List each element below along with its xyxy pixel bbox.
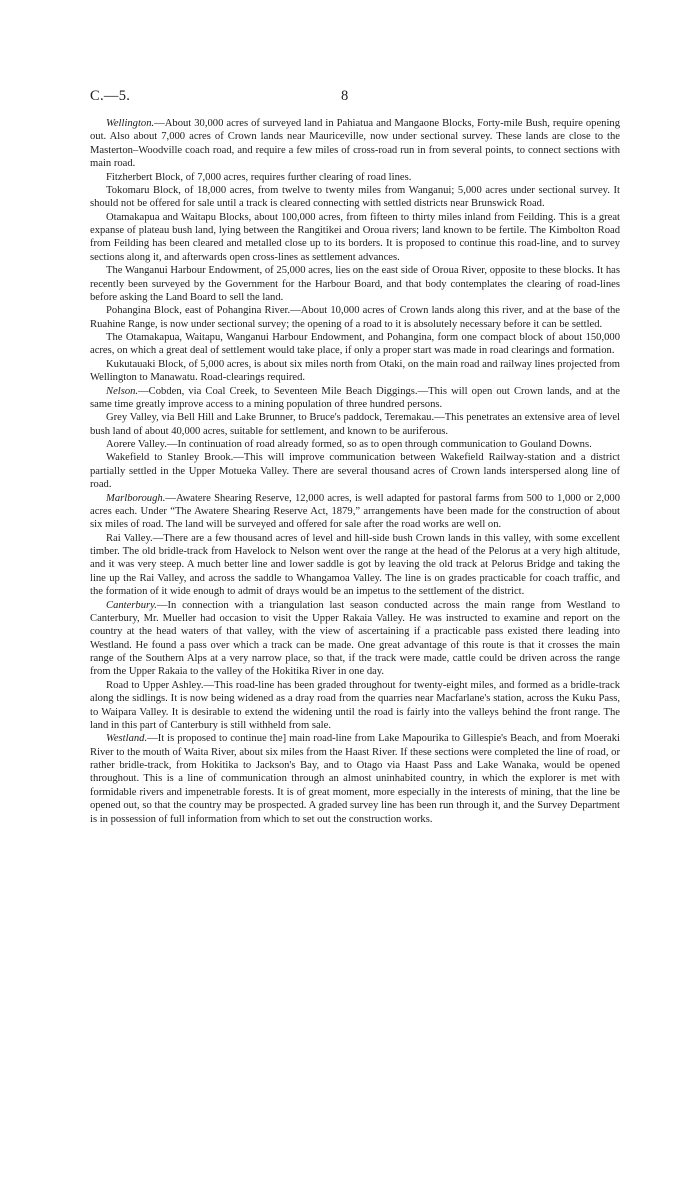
page-header xyxy=(90,88,610,108)
paragraph xyxy=(90,385,620,412)
paragraph-lead: Marlborough. xyxy=(106,492,166,504)
page-number: 8 xyxy=(341,88,349,104)
paragraph-text: Rai Valley.—There are a few thousand acres of level and hill-side bush Crown lands in this valley, with some excellent timber. The old bridle-track from Havelock to Nelson went over the range at the head of the Pelorus at a very high altitude, and it was very steep. A much better line and lower saddle is got by leaving the old track at Pelorus Bridge and taking the line up the Rai Valley, and across the saddle to Whangamoa Valley. The line is on grades practicable for coach traffic, and the formation of it wide enough to admit of drays would be an impetus to the settlement of the district. xyxy=(90,532,620,598)
paragraph-text: Aorere Valley.—In continuation of road already formed, so as to open through communication to Gouland Downs. xyxy=(106,439,592,450)
paragraph xyxy=(90,532,620,599)
paragraph xyxy=(90,492,620,532)
paragraph-text: The Otamakapua, Waitapu, Wanganui Harbour Endowment, and Pohangina, form one compact block of about 150,000 acres, on which a great deal of settlement would take place, if only a proper start was made in road clearings and formation. xyxy=(90,332,620,357)
paragraph-text: Kukutauaki Block, of 5,000 acres, is about six miles north from Otaki, on the main road and railway lines projected from Wellington to Manawatu. Road-clearings required. xyxy=(90,358,620,384)
paragraph xyxy=(90,679,620,733)
paragraph xyxy=(90,304,620,331)
paragraph xyxy=(90,117,620,171)
paragraph-text: —Cobden, via Coal Creek, to Seventeen Mile Beach Diggings.—This will open out Crown lands, and at the same time greatly improve access to a mining population of three hundred persons. xyxy=(90,385,620,410)
paragraph xyxy=(90,171,620,184)
paragraph xyxy=(90,358,620,385)
document-body xyxy=(90,117,620,826)
paragraph xyxy=(90,184,620,211)
paragraph-text: Otamakapua and Waitapu Blocks, about 100,000 acres, from fifteen to thirty miles inland from Feilding. This is a great expanse of plateau bush land, lying between the Rangitikei and Oroua rivers; land known to be fertile. The Kimbolton Road from Feilding has been cleared and metalled close up to its borders. It is proposed to continue this road-line, and to survey sections along it, and afterwards open cross-lines as settlement advances. xyxy=(90,211,620,263)
paragraph-text: The Wanganui Harbour Endowment, of 25,000 acres, lies on the east side of Oroua River, opposite to these blocks. It has recently been surveyed by the Government for the Harbour Board, and that body contemplates the clearing of road-lines before asking the Land Board to sell the land. xyxy=(90,265,620,303)
paragraph-lead: Westland. xyxy=(106,733,148,745)
paragraph xyxy=(90,264,620,304)
paragraph-lead: Canterbury. xyxy=(106,599,157,611)
paragraph xyxy=(90,732,620,826)
paragraph-text: Fitzherbert Block, of 7,000 acres, requires further clearing of road lines. xyxy=(106,171,412,183)
paragraph xyxy=(90,331,620,358)
paragraph-text: Wakefield to Stanley Brook.—This will improve communication between Wakefield Railway-station and a district partially settled in the Upper Motueka Valley. There are several thousand acres of Crown lands interspersed along line of road. xyxy=(90,452,620,491)
paragraph-text: Tokomaru Block, of 18,000 acres, from twelve to twenty miles from Wanganui; 5,000 acres under sectional survey. It should not be offered for sale until a track is cleared connecting with settled districts near Brunswick Road. xyxy=(90,184,620,210)
paragraph-text: —Awatere Shearing Reserve, 12,000 acres, is well adapted for pastoral farms from 500 to 1,000 or 2,000 acres each. Under “The Awatere Shearing Reserve Act, 1879,” arrangements have been made for the construction of about six miles of road. The land will be surveyed and offered for sale after the road works are well on. xyxy=(90,492,620,531)
paragraph-text: Grey Valley, via Bell Hill and Lake Brunner, to Bruce's paddock, Teremakau.—This penetrates an extensive area of level bush land of about 40,000 acres, suitable for settlement, and known to be auriferous. xyxy=(90,412,620,437)
paragraph-text: —It is proposed to continue the] main road-line from Lake Mapourika to Gillespie's Beach, and from Moeraki River to the mouth of Waita River, about six miles from the Haast River. If these sections were completed the line of road, or rather bridle-track, from Hokitika to Jackson's Bay, and to Otago via Haast Pass and Lake Wanaka, would be opened throughout. This is a line of communication through an almost uninhabited country, in which the explorer is met with formidable rivers and impenetrable forests. It is of great moment, more especially in the interests of mining, that the line be opened out, so that the country may be prospected. A graded survey line has been run through it, and the Survey Department is in possession of full information from which to set out the construction works. xyxy=(90,733,620,825)
paragraph xyxy=(90,411,620,438)
paragraph xyxy=(90,599,620,679)
paragraph-text: —About 30,000 acres of surveyed land in Pahiatua and Mangaone Blocks, Forty-mile Bush, require opening out. Also about 7,000 acres of Crown lands near Mauriceville, now under sectional survey. These lands are close to the Masterton–Woodville coach road, and require a few miles of cross-road run in from several points, to connect sections with main road. xyxy=(90,118,620,170)
document-reference: C.—5. xyxy=(90,88,131,104)
paragraph xyxy=(90,211,620,265)
paragraph xyxy=(90,451,620,491)
paragraph xyxy=(90,438,620,451)
paragraph-lead: Nelson. xyxy=(106,385,139,397)
paragraph-text: Pohangina Block, east of Pohangina River.—About 10,000 acres of Crown lands along this river, and at the base of the Ruahine Range, is now under sectional survey; the opening of a road to it is absolutely necessary before it can be settled. xyxy=(90,305,620,330)
paragraph-text: —In connection with a triangulation last season conducted across the main range from Westland to Canterbury, Mr. Mueller had occasion to visit the Upper Rakaia Valley. He was instructed to examine and report on the country at the head waters of that valley, with the view of ascertaining if a practicable pass existed there leading into Westland. He found a pass over which a track can be made. One great advantage of this route is that it crosses the main range of the Southern Alps at a very narrow place, so that, if the track were made, cattle could be driven across the range from the Upper Rakaia to the valley of the Hokitika River in one day. xyxy=(90,599,620,678)
paragraph-text: Road to Upper Ashley.—This road-line has been graded throughout for twenty-eight miles, and formed as a bridle-track along the sidlings. It is now being widened as a dray road from the quarries near Macfarlane's station, across the Kuku Pass, to Waipara Valley. It is desirable to extend the widening until the road is fairly into the valleys behind the front range. The land in this part of Canterbury is still withheld from sale. xyxy=(90,679,620,731)
paragraph-lead: Wellington. xyxy=(106,118,155,129)
